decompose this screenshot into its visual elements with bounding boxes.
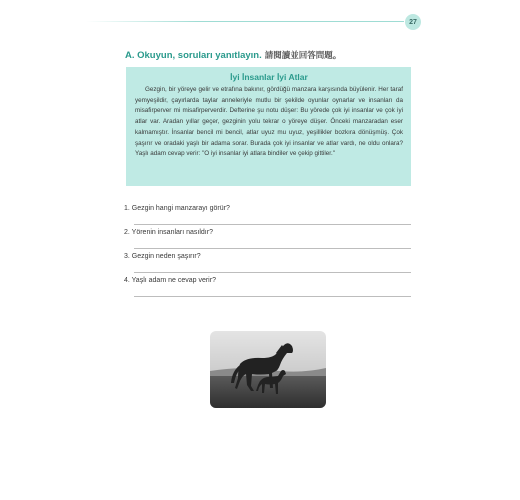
- section-title-text: A. Okuyun, soruları yanıtlayın.: [125, 50, 262, 61]
- header-rule: [86, 21, 404, 22]
- reading-body: Gezgin, bir yöreye gelir ve etrafına bakınır, gördüğü manzara karşısında büyülenir. Her taraf yemyeşildir, çayırlarda taylar anneleriyle mutlu bir şekilde oyunlar oynarlar ve insanları da misafirperver mi misafirperverdir. Defterine şu notu düşer: Bu yörede çok iyi insanlar ve çok iyi atlar var. Aradan yıllar geçer, gezginin yolu tekrar o yöreye düşer. Önceki manzaradan eser kalmamıştır. İnsanlar bencil mi bencil, atlar uyuz mu uyuz, yeşillikler bozkıra dönüşmüş. Çok şaşırır ve oradaki yaşlı bir adama sorar. Burada çok iyi insanlar ve atlar vardı, ne oldu onlara? Yaşlı adam cevap verir: "O iyi insanlar iyi atlara bindiler ve çekip gittiler.": [135, 86, 403, 158]
- section-title-chinese: 請閱讀並回答問題。: [264, 51, 342, 61]
- question-2: 2. Yörenin insanları nasıldır?: [124, 229, 213, 236]
- reading-passage-box: [126, 67, 411, 186]
- answer-line-3[interactable]: [134, 272, 411, 273]
- reading-title: İyi İnsanlar İyi Atlar: [230, 72, 308, 82]
- section-heading: [125, 49, 341, 61]
- question-4: 4. Yaşlı adam ne cevap verir?: [124, 277, 216, 284]
- answer-line-4[interactable]: [134, 296, 411, 297]
- question-1: 1. Gezgin hangi manzarayı görür?: [124, 205, 230, 212]
- page-number-badge: 27: [405, 14, 421, 30]
- horse-and-foal-photo: [210, 331, 326, 408]
- answer-line-2[interactable]: [134, 248, 411, 249]
- question-3: 3. Gezgin neden şaşırır?: [124, 253, 201, 260]
- answer-line-1[interactable]: [134, 224, 411, 225]
